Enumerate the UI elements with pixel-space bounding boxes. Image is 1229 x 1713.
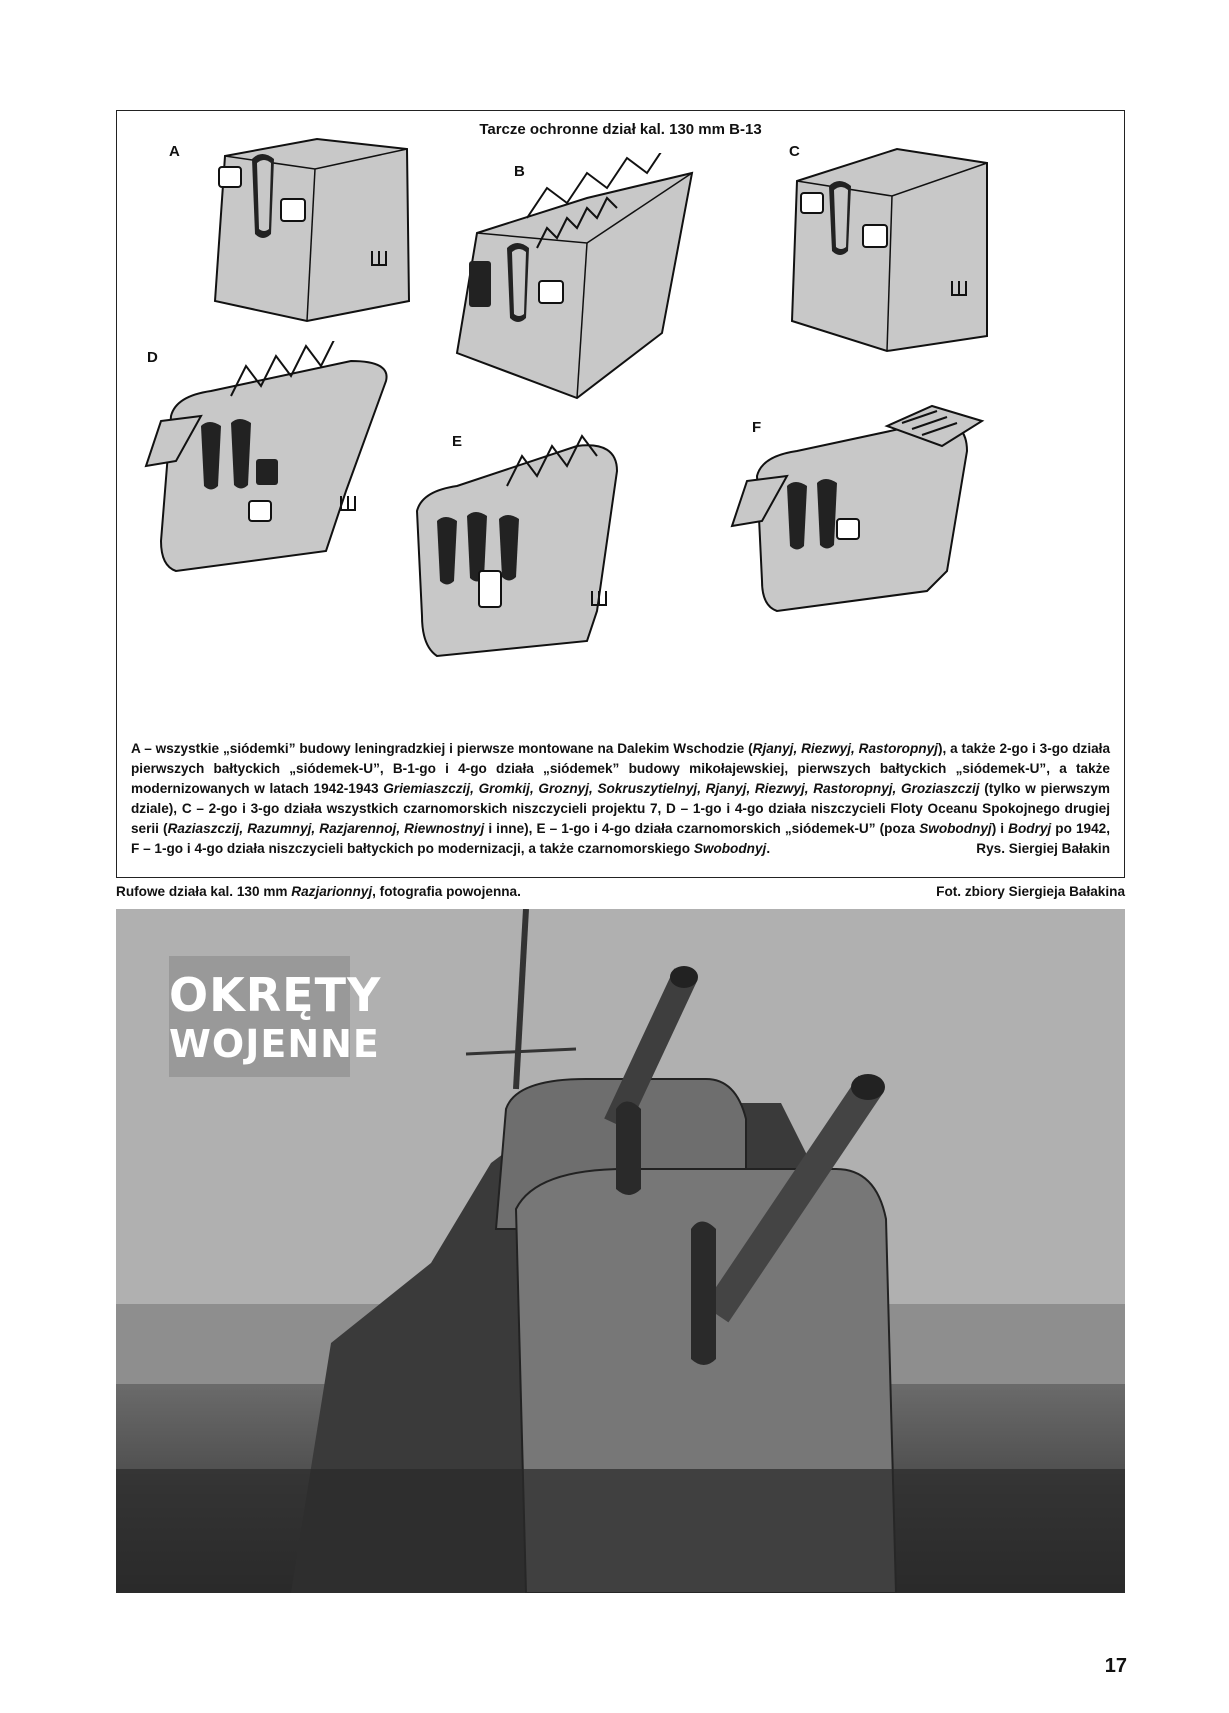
figure-description-run: A – wszystkie „siódemki” budowy leningradzkiej i pierwsze montowane na Dalekim Wschodzie ( <box>131 741 753 756</box>
figure-title: Tarcze ochronne dział kal. 130 mm B-13 <box>479 121 762 138</box>
photo-caption <box>116 884 521 899</box>
figure-description-run: ) i <box>991 821 1009 836</box>
figure-description-run: Swobodnyj <box>693 841 767 856</box>
logo-line-1: OKRĘTY <box>169 968 382 1022</box>
figure-description-run: . <box>766 841 771 856</box>
logo-line-2: WOJENNE <box>169 1022 380 1066</box>
figure-description-run: Raziaszczij, Razumnyj, Razjarennoj, Riewnostnyj <box>167 821 485 836</box>
page-number: 17 <box>1104 1655 1127 1677</box>
turret-f-drawing <box>717 391 1017 631</box>
figure-description <box>131 739 1110 859</box>
figure-description-run: ), a także 2-go i 3-go działa pierwszych bałtyckich „siódemek-U”, B-1-go i 4-go działa „siódemek” budowy mikołajewskiej, pierwszych bałtyckich „siódemek-U”, a także modernizowanych w latach 1942-1943 <box>131 741 1111 796</box>
figure-description-run: (tylko w pierwszym dziale), C – 2-go i 3-go działa wszystkich czarnomorskich niszczycieli projektu 7, D – 1-go i 4-go działa niszczycieli Floty Oceanu Spokojnego drugiej serii ( <box>131 781 1110 836</box>
photo-caption-suffix: , fotografia powojenna. <box>372 884 521 899</box>
turret-label-e: E <box>452 433 463 450</box>
turret-b-drawing <box>447 153 717 413</box>
turret-e-drawing <box>407 431 677 661</box>
turret-label-f: F <box>752 419 762 436</box>
figure-description-run: Griemiaszczij, Gromkij, Groznyj, Sokruszytielnyj, Rjanyj, Riezwyj, Rastoropnyj, Groziaszczij <box>383 781 980 796</box>
figure-description-run: po 1942, F – 1-go i 4-go działa niszczycieli bałtyckich po modernizacji, a także czarnomorskiego <box>131 821 1111 856</box>
turret-label-c: C <box>789 143 800 160</box>
turret-label-d: D <box>147 349 158 366</box>
turret-c-drawing <box>777 141 1027 361</box>
photo-caption-row <box>116 884 1125 904</box>
warship-photo <box>116 909 1125 1593</box>
photo-caption-ship: Razjarionnyj <box>291 884 373 899</box>
turret-a-drawing <box>197 131 447 331</box>
figure-box <box>116 110 1125 878</box>
figure-credit: Rys. Siergiej Bałakin <box>976 841 1110 856</box>
turret-label-b: B <box>514 163 525 180</box>
figure-description-run: Bodryj <box>1008 821 1052 836</box>
photo-caption-prefix: Rufowe działa kal. 130 mm <box>116 884 292 899</box>
figure-description-run: Rjanyj, Riezwyj, Rastoropnyj <box>752 741 938 756</box>
figure-description-text <box>131 741 1110 856</box>
figure-description-run: Swobodnyj <box>919 821 992 836</box>
photo-credit: Fot. zbiory Siergieja Bałakina <box>936 884 1125 899</box>
turret-label-a: A <box>169 143 180 160</box>
turret-d-drawing <box>131 341 431 581</box>
okrety-wojenne-logo <box>169 956 382 1077</box>
figure-description-run: i inne), E – 1-go i 4-go działa czarnomorskich „siódemek-U” (poza <box>484 821 920 836</box>
